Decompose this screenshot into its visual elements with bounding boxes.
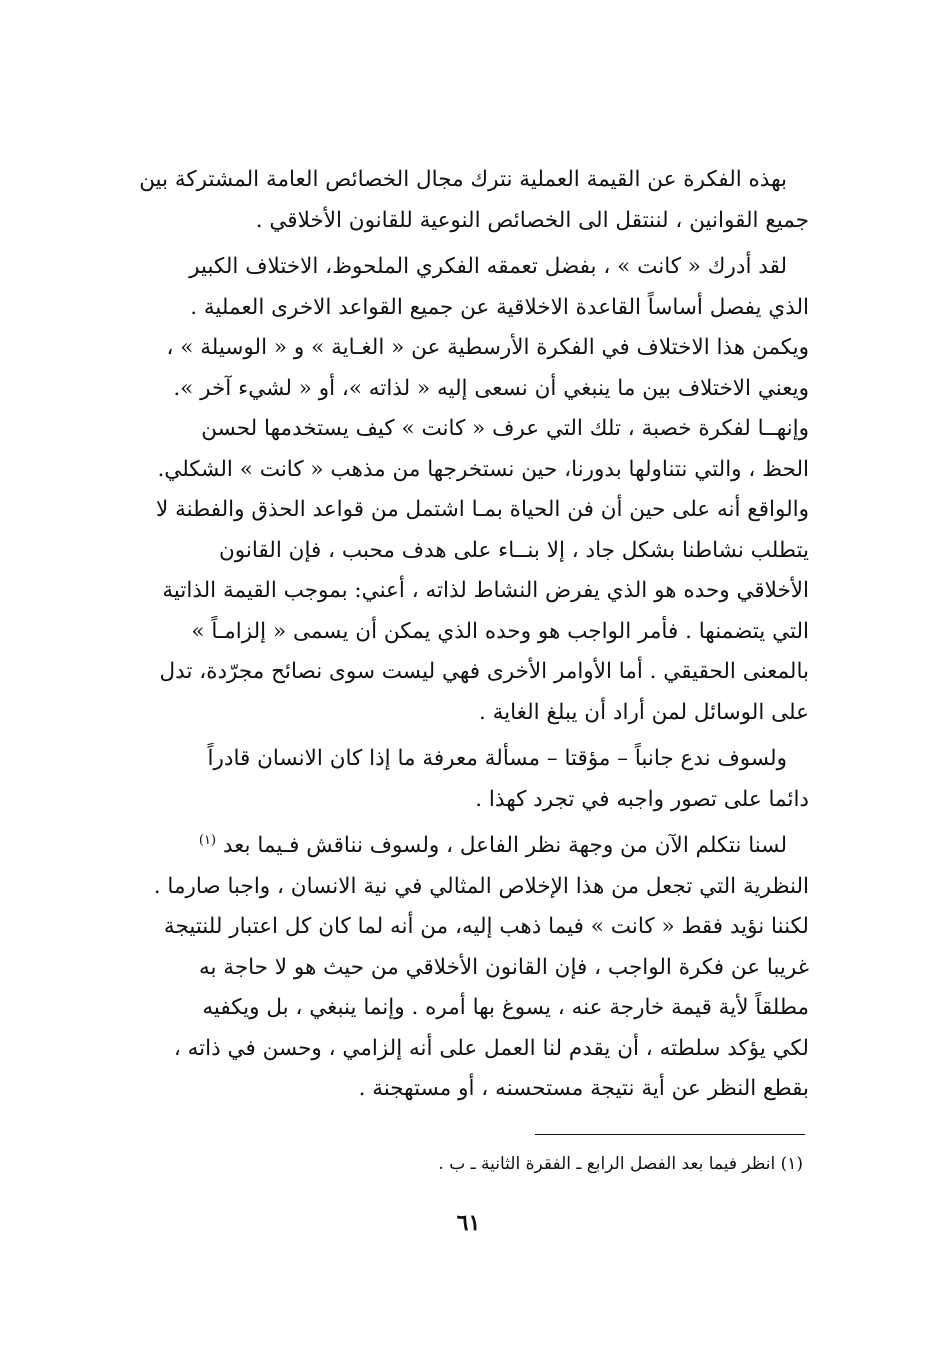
text-line: بهذه الفكرة عن القيمة العملية نترك مجال الخصائص العامة المشتركة بين [139, 167, 787, 192]
text-line: دائما على تصور واجبه في تجرد كهذا . [475, 786, 809, 812]
text-line: الذي يفصل أساساً القاعدة الاخلاقية عن جميع القواعد الاخرى العملية . [190, 294, 809, 320]
text-line: ويكمن هذا الاختلاف في الفكرة الأرسطية عن « الغـاية » و « الوسيلة » ، [166, 335, 809, 360]
footnote-marker[interactable]: (١) [198, 832, 217, 848]
text-line: بقطع النظر عن أية نتيجة مستحسنه ، أو مستهجنة . [358, 1076, 809, 1101]
paragraph-2 [127, 247, 809, 733]
text-line: لكي يؤكد سلطته ، أن يقدم لنا العمل على أنه إلزامي ، وحسن في ذاته ، [173, 1035, 809, 1061]
text-line: جميع القوانين ، لننتقل الى الخصائص النوعية للقانون الأخلاقي . [255, 207, 809, 233]
paragraph-4 [127, 826, 809, 1110]
text-line: التي يتضمنها . فأمر الواجب هو وحده الذي يمكن أن يسمى « إلزامـاً » [191, 618, 809, 644]
footnote-text: (١) انظر فيما بعد الفصل الرابع ـ الفقرة الثانية ـ ب . [438, 1154, 803, 1174]
text-line: النظرية التي تجعل من هذا الإخلاص المثالي في نية الانسان ، واجبا صارما . [153, 873, 809, 899]
body-text [127, 160, 809, 1110]
paragraph-1 [127, 160, 809, 241]
text-line: ولسوف ندع جانباً – مؤقتا – مسألة معرفة ما إذا كان الانسان قادراً [207, 746, 787, 771]
text-line: مطلقاً لأية قيمة خارجة عنه ، يسوغ بها أمره . وإنما ينبغي ، بل ويكفيه [202, 995, 809, 1020]
text-line: الحظ ، والتي نتناولها بدورنا، حين نستخرجها من مذهب « كانت » الشكلي. [157, 456, 809, 482]
text-line: لقد أدرك « كانت » ، بفضل تعمقه الفكري الملحوظ، الاختلاف الكبير [189, 254, 787, 279]
text-line: وإنهــا لفكرة خصبة ، تلك التي عرف « كانت » كيف يستخدمها لحسن [201, 416, 809, 441]
text-line: على الوسائل لمن أراد أن يبلغ الغاية . [478, 699, 809, 725]
text-line: لكننا نؤيد فقط « كانت » فيما ذهب إليه، من أنه لما كان كل اعتبار للنتيجة [163, 914, 809, 939]
text-line: يتطلب نشاطنا بشكل جاد ، إلا بنــاء على هدف محبب ، فإن القانون [218, 537, 809, 563]
page-number: ٦١ [456, 1210, 481, 1236]
text-line: الأخلاقي وحده هو الذي يفرض النشاط لذاته ، أعني: بموجب القيمة الذاتية [162, 578, 809, 603]
text-line: ويعني الاختلاف بين ما ينبغي أن نسعى إليه « لذاته »، أو « لشيء آخر ». [173, 375, 809, 401]
footnote-divider [535, 1134, 805, 1135]
paragraph-3 [127, 739, 809, 820]
text-line-with-footnote [127, 826, 809, 867]
text-line: غريبا عن فكرة الواجب ، فإن القانون الأخلاقي من حيث هو لا حاجة به [198, 954, 809, 980]
text-line: والواقع أنه على حين أن فن الحياة بمـا اشتمل من قواعد الحذق والفطنة لا [155, 497, 809, 522]
text-line: لسنا نتكلم الآن من وجهة نظر الفاعل ، ولسوف نناقش فـيما بعد [222, 833, 787, 858]
text-line: بالمعنى الحقيقي . أما الأوامر الأخرى فهي ليست سوى نصائح مجرّدة، تدل [159, 659, 809, 684]
